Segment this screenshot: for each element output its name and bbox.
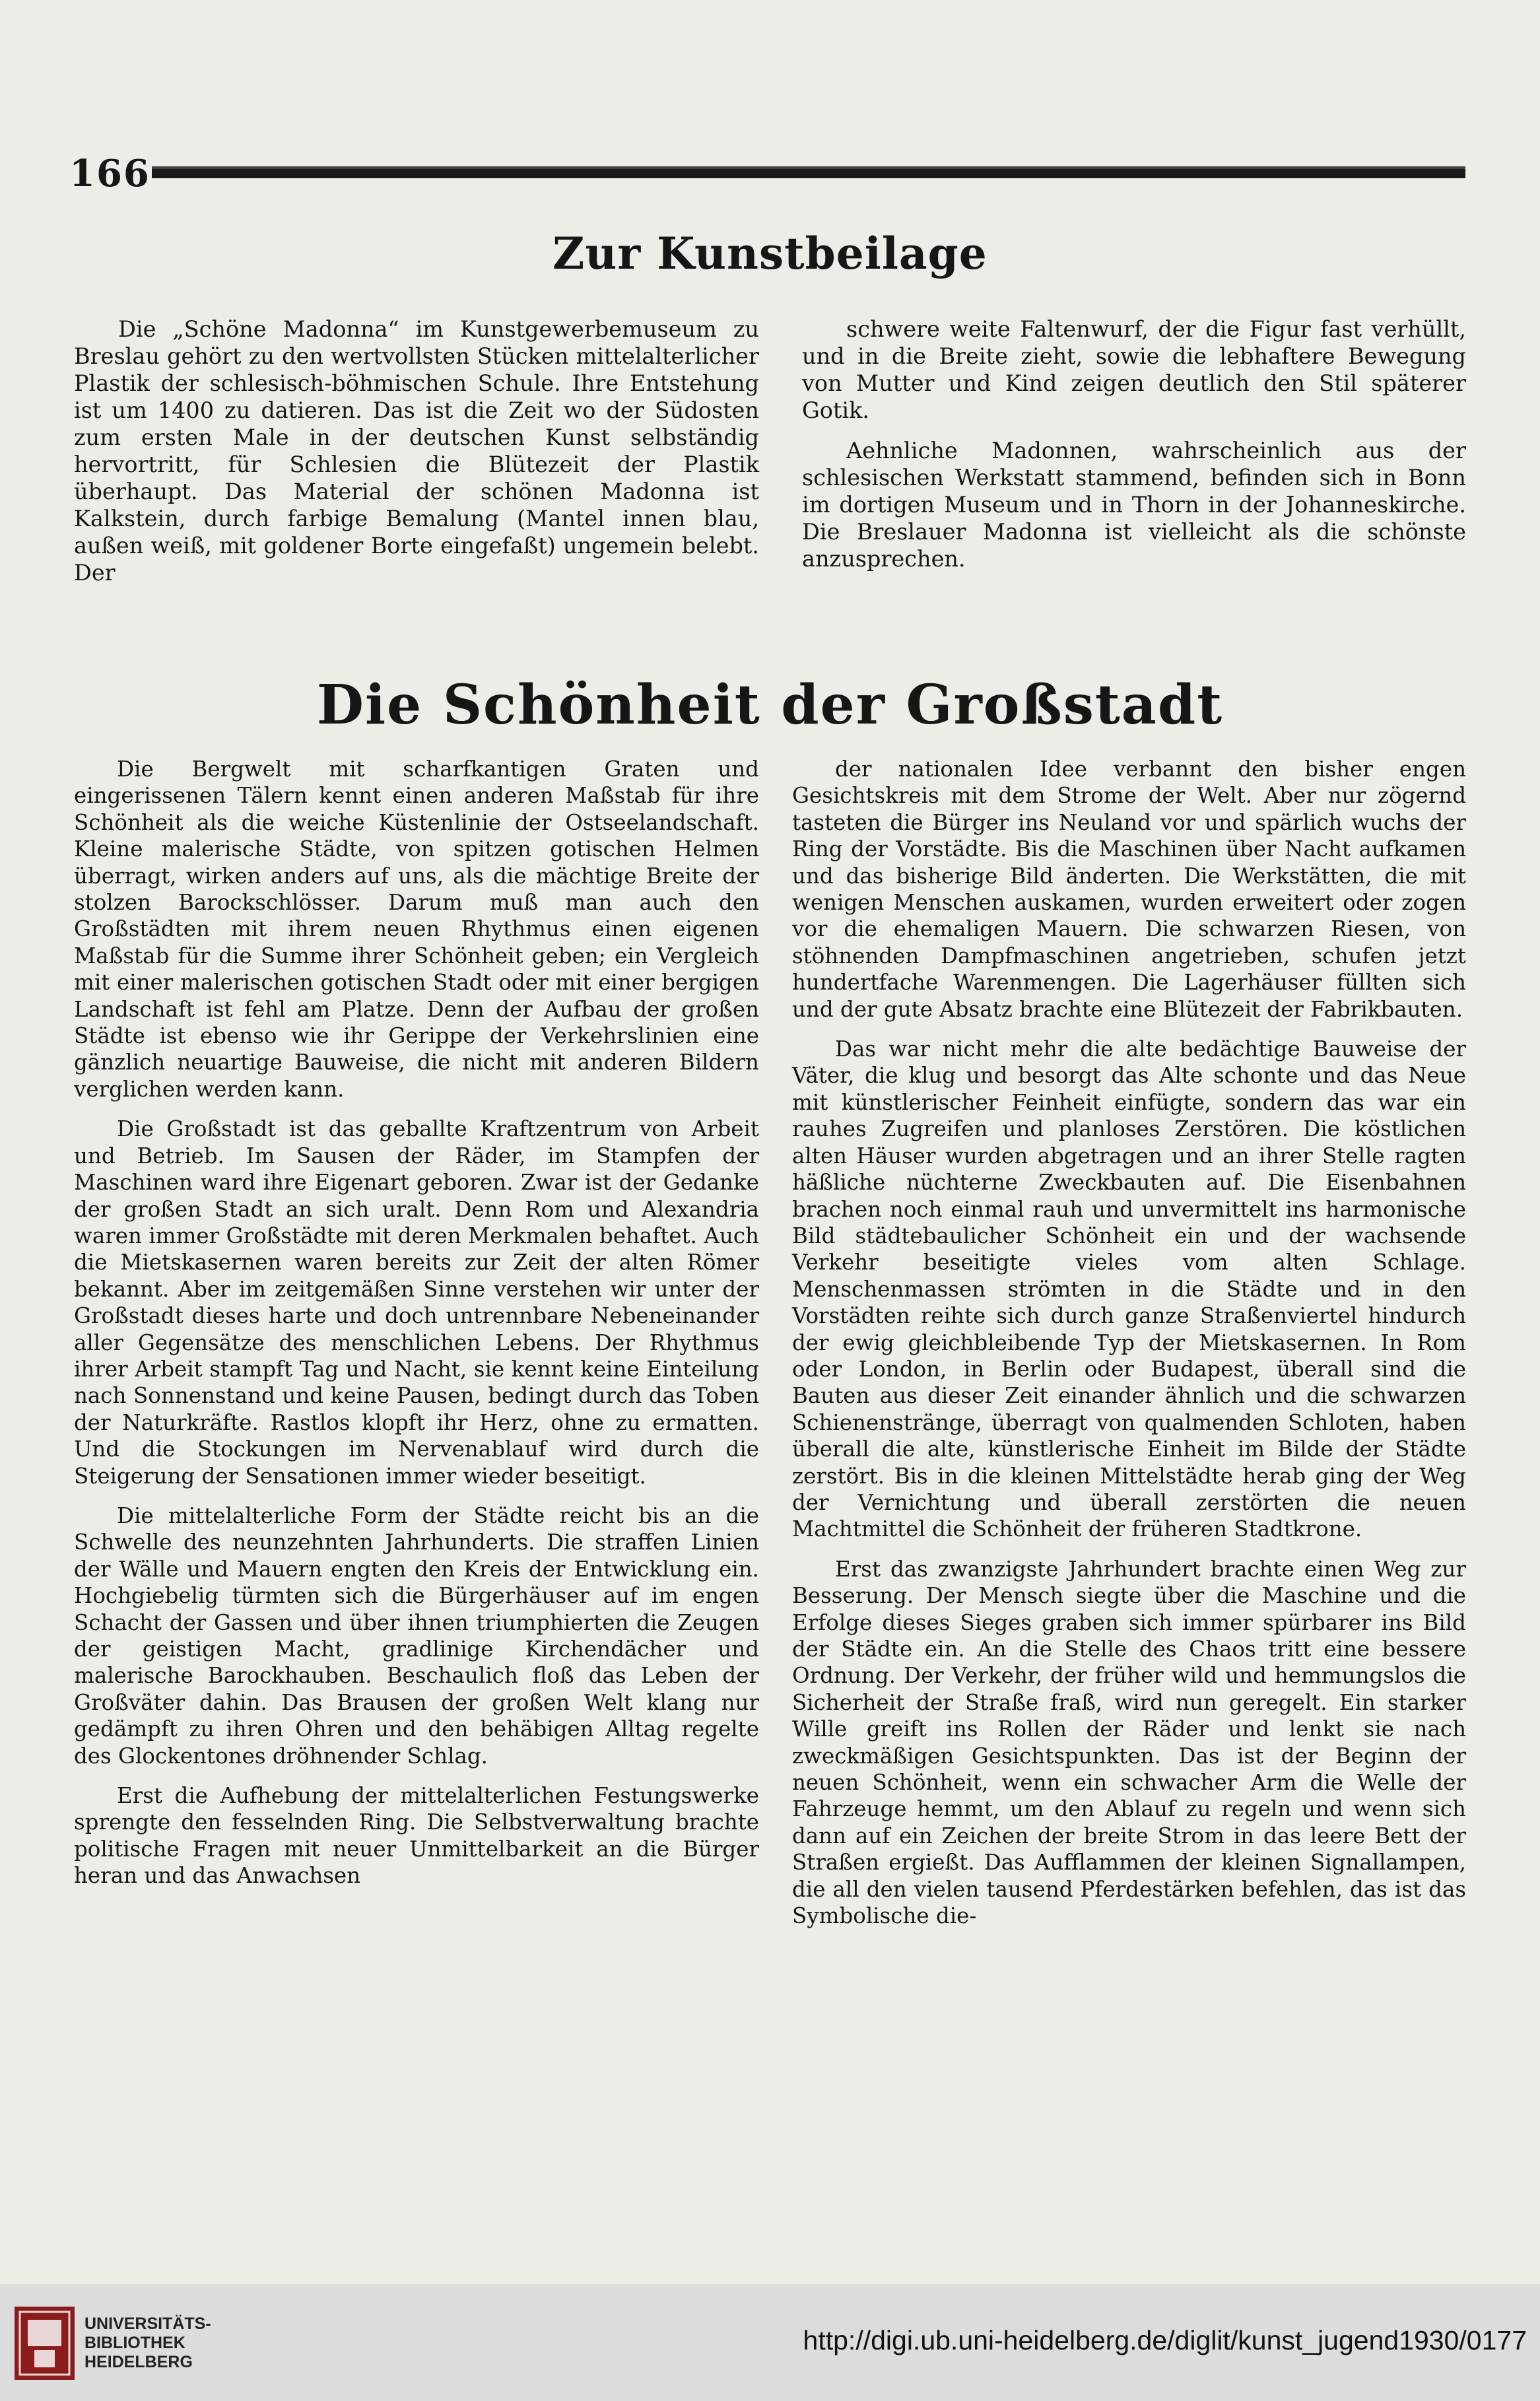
section-title-grossstadt: Die Schönheit der Großstadt — [316, 673, 1224, 737]
paragraph: Erst die Aufhebung der mittelalterlichen Festungswerke sprengte den fesselnden Ring. Die Selbstverwaltung brachte politische Fragen mit neuer Unmittelbarkeit an die Bürger heran und das Anwachsen — [74, 1783, 759, 1889]
library-name-line: HEIDELBERG — [84, 2353, 193, 2371]
section2-right-column — [792, 756, 1466, 1929]
paragraph: der nationalen Idee verbannt den bisher engen Gesichtskreis mit dem Strome der Welt. Aber nur zögernd tasteten die Bürger ins Neuland vor und spärlich wuchs der Ring der Vorstädte. Bis die Maschinen über Nacht aufkamen und das bisherige Bild änderten. Die Werkstätten, die mit wenigen Menschen auskamen, wurden erweitert oder zogen vor die ehemaligen Mauern. Die schwarzen Riesen, von stöhnenden Dampfmaschinen angetrieben, schufen jetzt hundertfache Warenmengen. Die Lagerhäuser füllten sich und der gute Absatz brachte eine Blütezeit der Fabrikbauten. — [792, 757, 1466, 1022]
section-title-kunstbeilage: Zur Kunstbeilage — [552, 228, 988, 279]
university-seal-icon — [13, 2305, 76, 2381]
paragraph: Aehnliche Madonnen, wahrscheinlich aus der schlesischen Werkstatt stammend, befinden sich in Bonn im dortigen Museum und in Thorn in der Johanneskirche. Die Breslauer Madonna ist vielleicht als die schönste anzusprechen. — [802, 438, 1466, 572]
section2-left-column — [74, 756, 759, 1889]
footer-bar — [0, 2284, 1540, 2401]
section1-right-column — [802, 316, 1466, 572]
page-header — [69, 152, 1465, 195]
paragraph: Die Großstadt ist das geballte Kraftzentrum von Arbeit und Betrieb. Im Sausen der Räder, im Stampfen der Maschinen ward ihre Eigenart geboren. Zwar ist der Gedanke der großen Stadt an sich uralt. Denn Rom und Alexandria waren immer Großstädte mit deren Merkmalen behaftet. Auch die Mietskasernen waren bereits zur Zeit der alten Römer bekannt. Aber im zeitgemäßen Sinne verstehen wir unter der Großstadt dieses harte und doch untrennbare Nebeneinander aller Gegensätze des menschlichen Lebens. Der Rhythmus ihrer Arbeit stampft Tag und Nacht, sie kennt keine Einteilung nach Sonnenstand und keine Pausen, bedingt durch das Toben der Naturkräfte. Rastlos klopft ihr Herz, ohne zu ermatten. Und die Stockungen im Nervenablauf wird durch die Steigerung der Sensationen immer wieder beseitigt. — [74, 1116, 759, 1489]
page-number: 166 — [69, 152, 151, 195]
paragraph: Erst das zwanzigste Jahrhundert brachte einen Weg zur Besserung. Der Mensch siegte über die Maschine und die Erfolge dieses Sieges graben sich immer spürbarer ins Bild der Städte ein. An die Stelle des Chaos tritt eine bessere Ordnung. Der Verkehr, der früher wild und hemmungslos die Sicherheit der Straße fraß, wird nun geregelt. Ein starker Wille greift ins Rollen der Räder und lenkt sie nach zweckmäßigen Gesichtspunkten. Das ist der Beginn der neuen Schönheit, wenn ein schwacher Arm die Welle der Fahrzeuge hemmt, um den Ablauf zu regeln und wenn sich dann auf ein Zeichen der breite Strom in das leere Bett der Straßen ergießt. Das Aufflammen der kleinen Signallampen, die all den vielen tausend Pferdestärken befehlen, das ist das Symbolische die- — [792, 1556, 1466, 1929]
source-url-link[interactable]: http://digi.ub.uni-heidelberg.de/diglit/kunst_jugend1930/0177 — [803, 2325, 1527, 2355]
paragraph: Das war nicht mehr die alte bedächtige Bauweise der Väter, die klug und besorgt das Alte schonte und das Neue mit künstlerischer Feinheit einfügte, sondern das war ein rauhes Zugreifen und planloses Zerstören. Die köstlichen alten Häuser wurden abgetragen und an ihrer Stelle ragten häßliche nüchterne Zweckbauten auf. Die Eisenbahnen brachen noch einmal rauh und unvermittelt ins harmonische Bild städtebaulicher Schönheit ein und der wachsende Verkehr beseitigte vieles vom alten Schlage. Menschenmassen strömten in die Städte und in den Vorstädten reihte sich durch ganze Straßenviertel hindurch der ewig gleichbleibende Typ der Mietskasernen. In Rom oder London, in Berlin oder Budapest, überall sind die Bauten aus dieser Zeit einander ähnlich und die schwarzen Schienenstränge, überragt von qualmenden Schloten, haben überall die alte, künstlerische Einheit im Bilde der Städte zerstört. Bis in die kleinen Mittelstädte herab ging der Weg der Vernichtung und überall zerstörten die neuen Machtmittel die Schönheit der früheren Stadtkrone. — [792, 1036, 1466, 1542]
paragraph: Die Bergwelt mit scharfkantigen Graten und eingerissenen Tälern kennt einen anderen Maßstab für ihre Schönheit als die weiche Küstenlinie der Ostseelandschaft. Kleine malerische Städte, von spitzen gotischen Helmen überragt, wirken anders auf uns, als die mächtige Breite der stolzen Barockschlösser. Darum muß man auch den Großstädten mit ihrem neuen Rhythmus einen eigenen Maßstab für die Summe ihrer Schönheit geben; ein Vergleich mit einer malerischen gotischen Stadt oder mit einer bergigen Landschaft ist fehl am Platze. Denn der Aufbau der großen Städte ist ebenso wie ihr Gerippe der Verkehrslinien eine gänzlich neuartige Bauweise, die nicht mit anderen Bildern verglichen werden kann. — [74, 757, 759, 1102]
library-name-line: BIBLIOTHEK — [84, 2334, 185, 2352]
paragraph: Die „Schöne Madonna“ im Kunstgewerbemuseum zu Breslau gehört zu den wertvollsten Stücken mittelalterlicher Plastik der schlesisch-böhmischen Schule. Ihre Entstehung ist um 1400 zu datieren. Das ist die Zeit wo der Südosten zum ersten Male in der deutschen Kunst selbständig hervortritt, für Schlesien die Blütezeit der Plastik überhaupt. Das Material der schönen Madonna ist Kalkstein, durch farbige Bemalung (Mantel innen blau, außen weiß, mit goldener Borte eingefaßt) ungemein belebt. Der — [74, 316, 759, 586]
paragraph: schwere weite Faltenwurf, der die Figur fast verhüllt, und in die Breite zieht, sowie die lebhaftere Bewegung von Mutter und Kind zeigen deutlich den Stil späterer Gotik. — [802, 316, 1466, 423]
paragraph: Die mittelalterliche Form der Städte reicht bis an die Schwelle des neunzehnten Jahrhunderts. Die straffen Linien der Wälle und Mauern engten den Kreis der Entwicklung ein. Hochgiebelig türmten sich die Bürgerhäuser auf im engen Schacht der Gassen und über ihnen triumphierten die Zeugen der geistigen Macht, gradlinige Kirchendächer und malerische Barockhauben. Beschaulich floß das Leben der Großväter dahin. Das Brausen der großen Welt klang nur gedämpft zu ihren Ohren und den behäbigen Alltag regelte des Glockentones dröhnender Schlag. — [74, 1503, 759, 1769]
library-name-line: UNIVERSITÄTS- — [84, 2315, 211, 2333]
section1-left-column — [74, 316, 759, 586]
header-rule — [152, 166, 1465, 178]
library-name — [84, 2315, 211, 2372]
